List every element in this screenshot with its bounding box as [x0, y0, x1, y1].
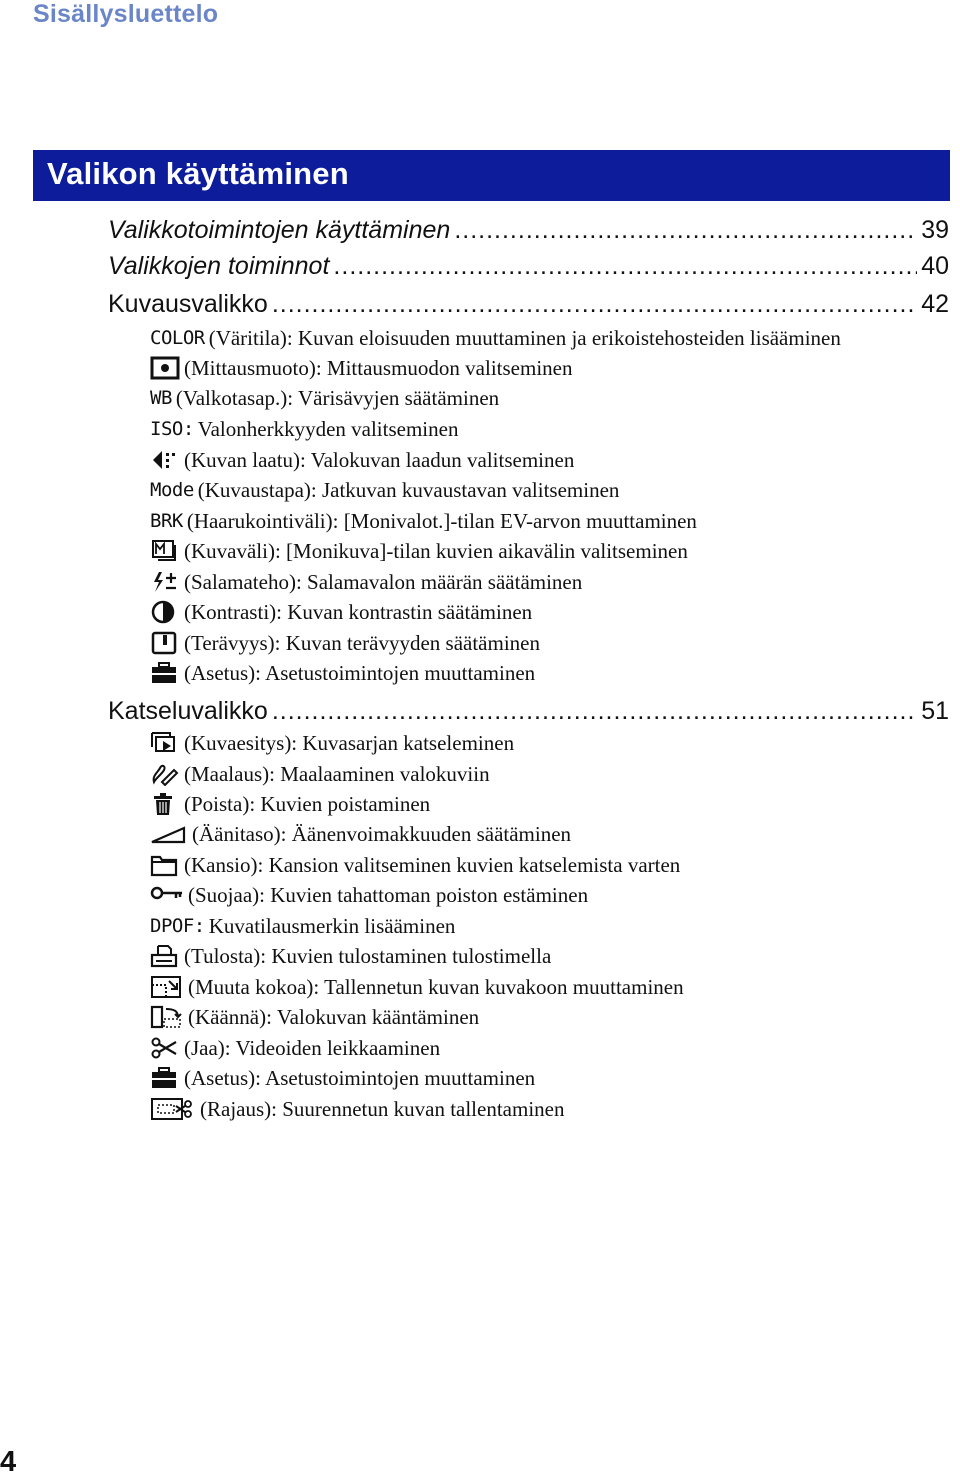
- toc-link[interactable]: Sisällysluettelo: [33, 0, 219, 28]
- toc-label: Valikkojen toiminnot: [108, 252, 333, 281]
- item-text: (Poista): Kuvien poistaminen: [184, 791, 431, 816]
- viewing-item-resize: [150, 973, 684, 1001]
- metering-mode-icon: [150, 356, 180, 380]
- item-text: (Kuvan laatu): Valokuvan laadun valitseminen: [184, 447, 575, 472]
- toc-leader-dots: [333, 252, 917, 281]
- shooting-item-white-balance: [150, 384, 499, 412]
- item-text: (Maalaus): Maalaaminen valokuviin: [184, 761, 490, 786]
- item-text: (Väritila): Kuvan eloisuuden muuttaminen ja erikoistehosteiden lisääminen: [208, 325, 841, 350]
- viewing-item-folder: [150, 851, 680, 879]
- scissors-icon: [150, 1036, 180, 1060]
- key-icon: [150, 883, 184, 907]
- viewing-item-paint: [150, 760, 490, 788]
- dpof-icon: DPOF:: [150, 915, 205, 937]
- item-text: Valonherkkyyden valitseminen: [197, 416, 459, 441]
- multi-burst-interval-icon: [150, 539, 180, 563]
- viewing-item-rotate: [150, 1003, 479, 1031]
- resize-icon: [150, 975, 184, 999]
- viewing-item-dpof: [150, 912, 455, 940]
- slideshow-icon: [150, 731, 180, 755]
- item-text: (Mittausmuoto): Mittausmuodon valitseminen: [184, 355, 573, 380]
- item-text: (Käännä): Valokuvan kääntäminen: [188, 1004, 480, 1029]
- viewing-item-setup: [150, 1064, 535, 1092]
- contrast-icon: [150, 600, 180, 624]
- image-quality-icon: [150, 448, 180, 472]
- item-text: (Rajaus): Suurennetun kuvan tallentaminen: [200, 1096, 565, 1121]
- item-text: (Kuvaväli): [Monikuva]-tilan kuvien aikavälin valitseminen: [184, 538, 688, 563]
- item-text: (Suojaa): Kuvien tahattoman poiston estäminen: [188, 882, 589, 907]
- item-text: (Tulosta): Kuvien tulostaminen tulostimella: [184, 943, 552, 968]
- toc-entry-shooting-menu[interactable]: [108, 290, 949, 319]
- setup-toolbox-icon: [150, 661, 180, 685]
- item-text: (Kuvaustapa): Jatkuvan kuvaustavan valitseminen: [197, 477, 620, 502]
- volume-icon: [150, 822, 188, 846]
- toc-entry-menu-items[interactable]: [108, 252, 949, 281]
- item-text: (Valkotasap.): Värisävyjen säätäminen: [175, 385, 500, 410]
- toc-label: Valikkotoimintojen käyttäminen: [108, 216, 454, 245]
- bracket-icon: BRK: [150, 510, 183, 532]
- viewing-item-volume: [150, 820, 571, 848]
- toc-page-number: 39: [921, 216, 949, 244]
- section-title: Valikon käyttäminen: [47, 156, 349, 191]
- viewing-item-divide: [150, 1034, 440, 1062]
- item-text: (Kansio): Kansion valitseminen kuvien katselemista varten: [184, 852, 681, 877]
- item-text: (Haarukointiväli): [Monivalot.]-tilan EV-arvon muuttaminen: [186, 508, 697, 533]
- shooting-item-contrast: [150, 598, 532, 626]
- section-banner: [33, 150, 950, 201]
- viewing-item-slideshow: [150, 729, 514, 757]
- trash-icon: [150, 792, 180, 816]
- paint-icon: [150, 762, 180, 786]
- item-text: (Muuta kokoa): Tallennetun kuvan kuvakoon muuttaminen: [188, 974, 684, 999]
- shooting-item-setup: [150, 659, 535, 687]
- page-number: 4: [0, 1446, 17, 1478]
- shooting-item-flash-level: [150, 568, 582, 596]
- item-text: Kuvatilausmerkin lisääminen: [208, 913, 456, 938]
- shooting-item-image-quality: [150, 446, 574, 474]
- viewing-item-trimming: [150, 1095, 565, 1123]
- toc-entry-menu-operations[interactable]: [108, 216, 949, 245]
- shooting-item-bracket: [150, 507, 697, 535]
- shooting-item-color-mode: [150, 324, 841, 352]
- mode-icon: Mode: [150, 479, 194, 501]
- iso-icon: ISO:: [150, 418, 194, 440]
- item-text: (Äänitaso): Äänenvoimakkuuden säätäminen: [192, 821, 572, 846]
- toc-page-number: 51: [921, 697, 949, 725]
- item-text: (Terävyys): Kuvan terävyyden säätäminen: [184, 630, 540, 655]
- flash-level-icon: [150, 570, 180, 594]
- viewing-item-protect: [150, 881, 588, 909]
- item-text: (Asetus): Asetustoimintojen muuttaminen: [184, 660, 536, 685]
- shooting-item-burst-mode: [150, 476, 619, 504]
- toc-page-number: 40: [921, 252, 949, 280]
- toc-page-number: 42: [921, 290, 949, 318]
- toc-entry-viewing-menu[interactable]: [108, 697, 949, 726]
- toc-leader-dots: [272, 697, 917, 726]
- toc-leader-dots: [454, 216, 917, 245]
- toc-label: Kuvausvalikko: [108, 290, 272, 319]
- item-text: (Salamateho): Salamavalon määrän säätäminen: [184, 569, 583, 594]
- color-mode-icon: COLOR: [150, 327, 205, 349]
- trimming-icon: [150, 1097, 196, 1121]
- item-text: (Asetus): Asetustoimintojen muuttaminen: [184, 1065, 536, 1090]
- item-text: (Kuvaesitys): Kuvasarjan katseleminen: [184, 730, 515, 755]
- viewing-item-delete: [150, 790, 430, 818]
- folder-icon: [150, 853, 180, 877]
- shooting-item-interval: [150, 537, 688, 565]
- viewing-item-print: [150, 942, 551, 970]
- white-balance-icon: WB: [150, 387, 172, 409]
- toc-leader-dots: [272, 290, 917, 319]
- item-text: (Jaa): Videoiden leikkaaminen: [184, 1035, 441, 1060]
- sharpness-icon: [150, 631, 180, 655]
- toc-label: Katseluvalikko: [108, 697, 272, 726]
- setup-toolbox-icon: [150, 1066, 180, 1090]
- shooting-item-sharpness: [150, 629, 540, 657]
- shooting-item-metering: [150, 354, 572, 382]
- item-text: (Kontrasti): Kuvan kontrastin säätäminen: [184, 599, 533, 624]
- rotate-icon: [150, 1005, 184, 1029]
- print-icon: [150, 944, 180, 968]
- shooting-item-iso: [150, 415, 458, 443]
